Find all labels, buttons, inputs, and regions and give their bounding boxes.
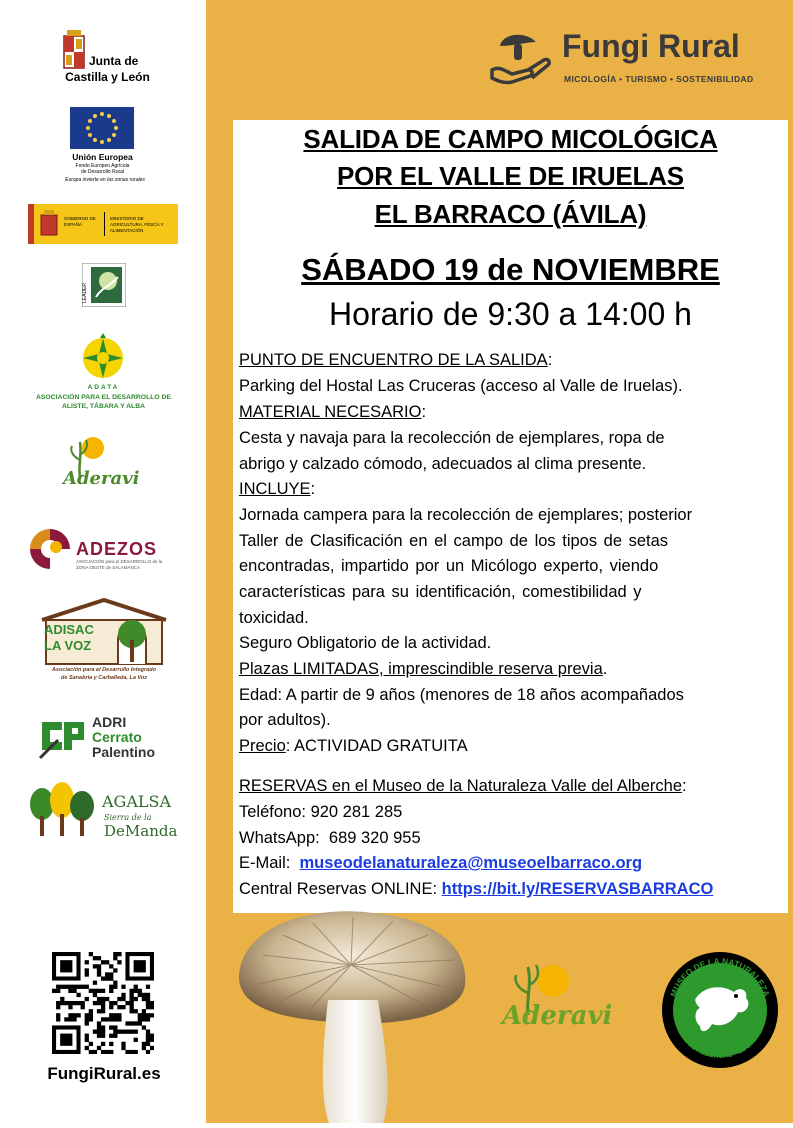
spain-crest-icon [38, 209, 60, 239]
gobierno-logo [28, 204, 178, 244]
agalsa-name: AGALSA [102, 792, 172, 811]
aderavi-footer-name: Aderavi [502, 1001, 613, 1031]
adri-line3: Palentino [92, 744, 156, 760]
adezos-line1: ASOCIACIÓN para el DESARROLLO de la [76, 559, 163, 564]
event-date: SÁBADO 19 de NOVIEMBRE [301, 252, 720, 287]
whatsapp-line [239, 826, 784, 851]
title-line1: SALIDA DE CAMPO MICOLÓGICA [303, 124, 718, 154]
adisac-sub1: Asociación para el Desarrollo Integrado [52, 667, 156, 673]
includes-text-3: encontradas, impartido por un Micólogo experto, viendo [239, 557, 659, 575]
event-info-box [233, 120, 788, 913]
adata-name: ADATA [87, 384, 120, 391]
email-label: E-Mail: [239, 854, 291, 872]
phone-label: Teléfono: [239, 803, 306, 821]
leader-label: LEADER [82, 282, 88, 303]
jcyl-logo [55, 28, 165, 86]
gobierno-left: GOBIERNO DE ESPAÑA [64, 216, 96, 227]
material-heading: MATERIAL NECESARIO: [239, 403, 427, 421]
title-line2: POR EL VALLE DE IRUELAS [337, 161, 684, 191]
reservations-heading: RESERVAS en el Museo de la Naturaleza Valle del Alberche: [239, 777, 687, 795]
brand-tagline: MICOLOGÍA • TURISMO • SOSTENIBILIDAD [564, 74, 754, 84]
meeting-text: Parking del Hostal Las Cruceras (acceso al Valle de Iruelas). [239, 377, 683, 395]
whatsapp-label: WhatsApp: [239, 829, 320, 847]
sponsor-sidebar [0, 0, 206, 1123]
includes-text-1: Jornada campera para la recolección de ejemplares; posterior [239, 506, 693, 524]
email-line [239, 851, 784, 876]
adisac-sub2: de Sanabria y Carballeda, La Voz [61, 675, 147, 681]
qr-caption: FungiRural.es [47, 1064, 161, 1083]
material-label: MATERIAL NECESARIO [239, 403, 422, 421]
adata-logo [26, 330, 181, 412]
adisac-line1: ADISAC [44, 622, 94, 637]
adri-icon [38, 712, 88, 760]
meeting-label: PUNTO DE ENCUENTRO DE LA SALIDA [239, 351, 548, 369]
adezos-name: ADEZOS [76, 539, 158, 559]
aderavi-sidebar-logo [55, 430, 155, 505]
places-text: Plazas LIMITADAS, imprescindible reserva previa [239, 660, 603, 678]
brand-name: Fungi Rural [562, 28, 740, 64]
phone-number[interactable]: 920 281 285 [310, 803, 403, 821]
material-text-2: abrigo y calzado cómodo, adecuados al clima presente. [239, 455, 647, 473]
adri-line1: ADRI [92, 714, 127, 730]
jcyl-line1: Junta de [89, 54, 139, 68]
online-line [239, 877, 784, 902]
title-line3: EL BARRACO (ÁVILA) [374, 199, 647, 229]
adata-star-icon [78, 330, 128, 382]
adisac-line2: LA VOZ [44, 638, 92, 653]
eu-line1: Unión Europea [72, 152, 133, 162]
agalsa-sub1: Sierra de la [104, 813, 152, 822]
online-label: Central Reservas ONLINE: [239, 880, 438, 898]
museum-bottom-text: VALLE DEL ALBERCHE - EL BARRACO [672, 1017, 768, 1061]
qr-code[interactable] [52, 952, 154, 1054]
adisac-logo [38, 594, 170, 686]
reservations-label: RESERVAS en el Museo de la Naturaleza Valle del Alberche [239, 777, 683, 795]
aderavi-sidebar-name: Aderavi [63, 468, 140, 489]
price-label: Precio [239, 737, 286, 755]
places-line: Plazas LIMITADAS, imprescindible reserva previa. [239, 660, 608, 678]
includes-heading: INCLUYE: [239, 480, 316, 498]
adezos-icon [28, 527, 72, 571]
adata-line1: ASOCIACIÓN PARA EL DESARROLLO DE [35, 394, 172, 401]
adezos-line2: ZONA OESTE de SALAMANCA [76, 565, 141, 570]
museum-top-text: MUSEO DE LA NATURALEZA [668, 955, 772, 999]
mushroom-image [233, 905, 473, 1123]
adri-line2: Cerrato [92, 729, 142, 745]
fungi-rural-logo [488, 26, 768, 96]
price-line [239, 734, 784, 759]
adezos-logo [28, 525, 183, 575]
phone-line [239, 800, 784, 825]
eu-line3: de Desarrollo Rural [80, 169, 125, 175]
meeting-heading: PUNTO DE ENCUENTRO DE LA SALIDA: [239, 351, 553, 369]
age-text-2: por adultos). [239, 711, 331, 729]
eu-logo [55, 107, 155, 187]
agalsa-logo [28, 780, 178, 846]
eu-line4: Europa invierte en las zonas rurales [65, 177, 145, 183]
price-value: : ACTIVIDAD GRATUITA [285, 737, 468, 755]
eu-flag-icon [70, 107, 134, 149]
adri-logo [38, 712, 183, 762]
mushroom-photo-icon [233, 905, 473, 1123]
jcyl-shield-icon [59, 28, 89, 72]
includes-label: INCLUYE [239, 480, 311, 498]
whatsapp-number[interactable]: 689 320 955 [328, 829, 421, 847]
agalsa-sub2: DeManda [104, 822, 178, 840]
adata-line2: ALISTE, TÁBARA Y ALBA [61, 403, 146, 410]
age-text-1: Edad: A partir de 9 años (menores de 18 años acompañados [239, 686, 684, 704]
material-text-1: Cesta y navaja para la recolección de ejemplares, ropa de [239, 429, 665, 447]
agalsa-trees-icon [28, 780, 98, 840]
insurance-text: Seguro Obligatorio de la actividad. [239, 634, 492, 652]
includes-text-5: toxicidad. [239, 609, 309, 627]
museum-logo [660, 950, 780, 1070]
aderavi-footer-logo [488, 957, 638, 1037]
online-booking-link[interactable]: https://bit.ly/RESERVASBARRACO [441, 880, 714, 898]
gobierno-right: MINISTERIO DE AGRICULTURA, PESCA Y ALIMENTACIÓN [110, 216, 164, 233]
jcyl-line2: Castilla y León [65, 70, 150, 84]
includes-text-4: características para su identificación, comestibilidad y [239, 583, 642, 601]
mushroom-hand-icon [488, 26, 554, 92]
includes-text-2: Taller de Clasificación en el campo de los tipos de setas [239, 532, 669, 550]
eu-line2: Fondo Europeo Agrícola [75, 163, 130, 169]
leader-logo [82, 263, 126, 307]
museum-emblem-icon [660, 950, 780, 1070]
event-hours: Horario de 9:30 a 14:00 h [329, 296, 692, 332]
qr-code-icon [52, 952, 154, 1054]
email-link[interactable]: museodelanaturaleza@museoelbarraco.org [299, 854, 643, 872]
